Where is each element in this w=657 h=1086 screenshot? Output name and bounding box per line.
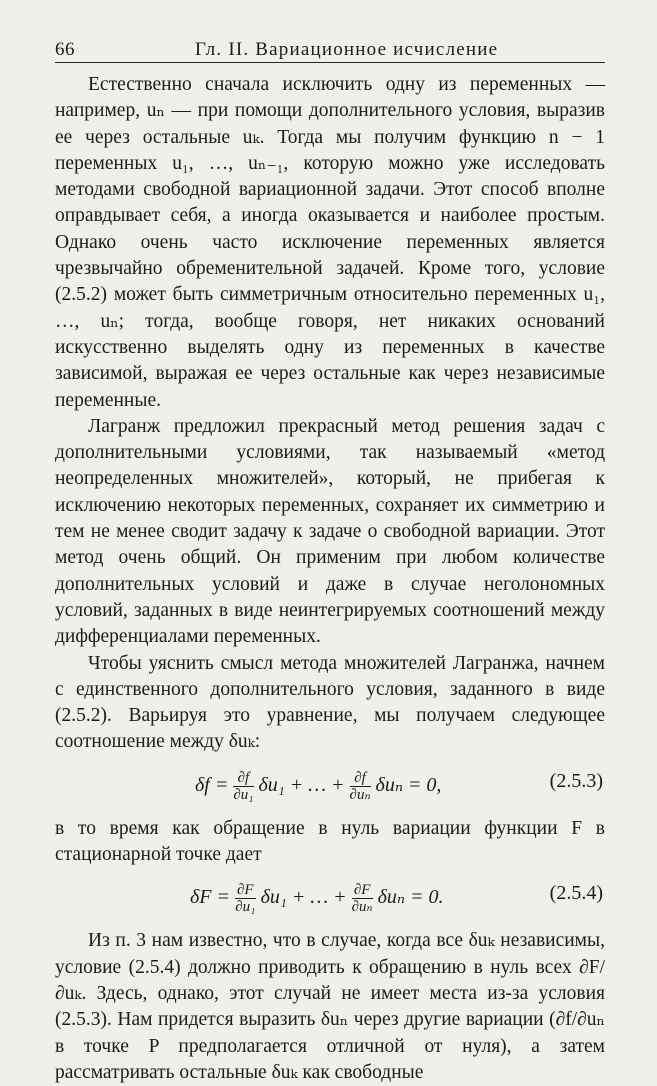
paragraph-1: Естественно сначала исключить одну из переменных — например, uₙ — при помощи дополнительного условия, выразив ее через остальные uₖ. Тогда мы получим функцию n − 1 переменных u₁, …, uₙ₋₁, которую можно уже исследовать методами свободной вариационной задачи. Этот способ вполне оправдывает себя, а иногда оказывается и наиболее простым. Однако очень часто исключение переменных является чрезвычайно обременительной задачей. Кроме того, условие (2.5.2) может быть симметричным относительно переменных u₁, …, uₙ; тогда, вообще говоря, нет никаких оснований искусственно выделять одну из переменных в качестве зависимой, выражая ее через остальные как через независимые переменные. bbox=[55, 74, 605, 411]
eq2-mid: δu₁ + … + bbox=[260, 886, 347, 909]
paragraph-5: Из п. 3 нам известно, что в случае, когда все δuₖ независимы, условие (2.5.4) должно приводить к обращению в нуль всех ∂F/∂uₖ. Здесь, однако, этот случай не имеет места из-за условия (2.5.3). Нам придется выразить δuₙ через другие вариации (∂f/∂uₙ в точке P предполагается отличной от нуля), а затем рассматривать остальные δuₖ как свободные bbox=[55, 930, 605, 1083]
page-number: 66 bbox=[55, 39, 75, 60]
equation-2-5-4-expression bbox=[190, 882, 444, 915]
paragraph-3: Чтобы уяснить смысл метода множителей Лагранжа, начнем с единственного дополнительного условия, заданного в виде (2.5.2). Варьируя это уравнение, мы получаем следующее соотношение между δuₖ: bbox=[55, 652, 605, 753]
eq1-frac2-den: ∂uₙ bbox=[349, 786, 371, 803]
eq1-mid: δu₁ + … + bbox=[258, 773, 345, 796]
eq2-frac2-den: ∂uₙ bbox=[351, 899, 373, 916]
eq1-frac1-den: ∂u₁ bbox=[233, 786, 254, 803]
running-header bbox=[55, 36, 605, 63]
equation-2-5-3 bbox=[55, 756, 605, 816]
eq2-rhs: δuₙ = 0. bbox=[377, 886, 444, 909]
equation-2-5-4 bbox=[55, 868, 605, 928]
eq2-fraction-1 bbox=[235, 882, 256, 915]
eq1-rhs: δuₙ = 0, bbox=[375, 773, 442, 796]
running-title: Гл. II. Вариационное исчисление bbox=[195, 39, 499, 60]
eq2-lhs: δF = bbox=[190, 886, 231, 909]
equation-2-5-3-expression bbox=[195, 770, 441, 803]
equation-number-2-5-3: (2.5.3) bbox=[549, 769, 603, 792]
eq1-fraction-1 bbox=[233, 770, 253, 803]
eq1-fraction-2 bbox=[350, 770, 371, 803]
eq2-frac2-num: ∂F bbox=[352, 882, 373, 899]
paragraph-2: Лагранж предложил прекрасный метод решения задач с дополнительными условиями, так называемый «метод неопределенных множителей», который, не прибегая к исключению некоторых переменных, сохраняет их симметрию и тем не менее сводит задачу к задаче о свободной вариации. Этот метод очень общий. Он применим при любом количестве дополнительных условий и даже в случае неголономных условий, заданных в виде неинтегрируемых соотношений между дифференциалами переменных. bbox=[55, 415, 605, 648]
eq1-frac1-num: ∂f bbox=[233, 770, 253, 787]
eq1-frac2-num: ∂f bbox=[350, 770, 371, 787]
eq2-fraction-2 bbox=[352, 882, 373, 915]
eq1-lhs: δf = bbox=[195, 773, 229, 796]
eq2-frac1-den: ∂u₁ bbox=[235, 899, 256, 916]
equation-number-2-5-4: (2.5.4) bbox=[549, 882, 603, 905]
eq2-frac1-num: ∂F bbox=[237, 882, 254, 899]
page-body bbox=[55, 72, 605, 1086]
paragraph-4: в то время как обращение в нуль вариации функции F в стационарной точке дает bbox=[55, 817, 605, 866]
